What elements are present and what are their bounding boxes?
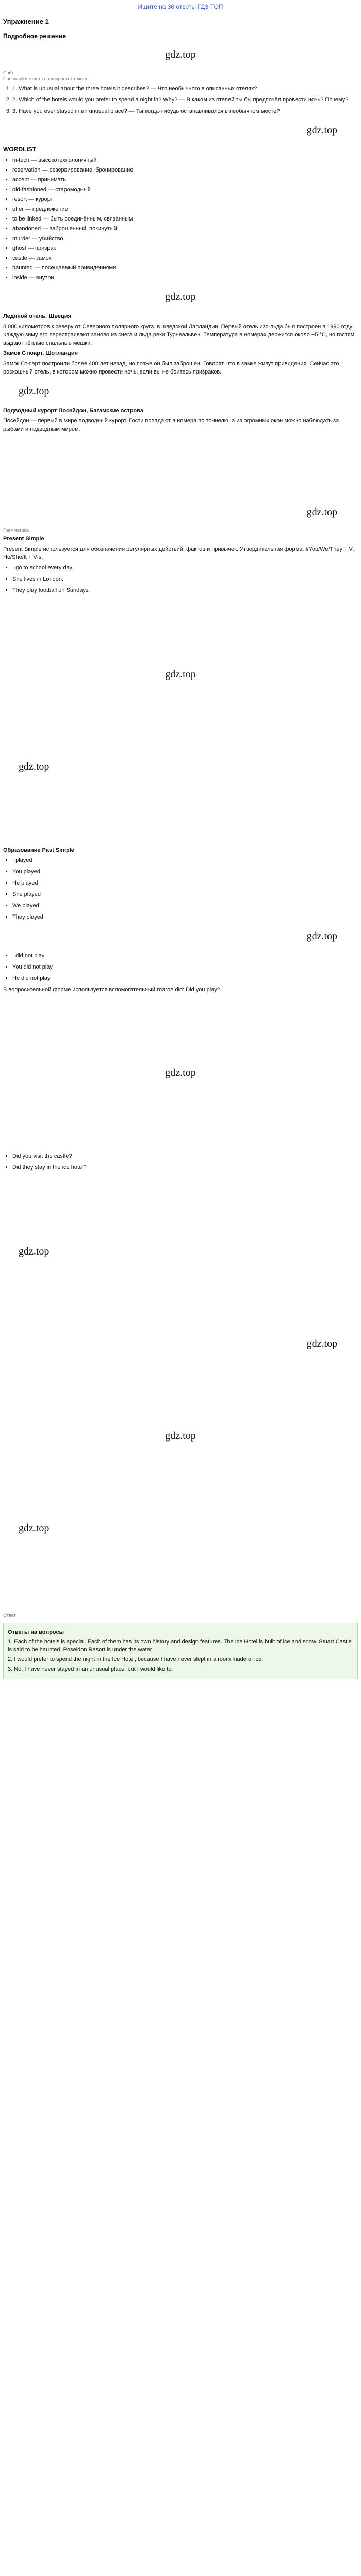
watermark: gdz.top (19, 761, 50, 772)
past-form: • He played (12, 879, 358, 887)
past-note: В вопросительной форме используется вспомогательный глагол did: Did you play? (3, 987, 220, 993)
past-form: • She played (12, 890, 358, 899)
past-title: Образование Past Simple (3, 847, 74, 853)
watermark: gdz.top (306, 930, 337, 942)
past-form: • They played (12, 913, 358, 921)
example-item: • I go to school every day. (12, 564, 358, 572)
watermark: gdz.top (165, 1067, 196, 1078)
watermark: gdz.top (19, 385, 50, 397)
vocab-title: WORDLIST (3, 146, 36, 153)
vocab-item: • murder — убийство (12, 234, 358, 243)
past-form: • We played (12, 902, 358, 910)
vocab-item: • reservation — резервирование, бронирование (12, 166, 358, 174)
vocab-item: • hi-tech — высокотехнологичный (12, 156, 358, 164)
past-form: • I played (12, 856, 358, 865)
detailed-solution-title: Подробное решение (3, 32, 67, 40)
question-example: • Did they stay in the ice hotel? (12, 1163, 358, 1172)
exercise-title: Упражнение 1 (3, 18, 49, 25)
example-item: • She lives in London. (12, 575, 358, 583)
vocab-item: • resort — курорт (12, 195, 358, 204)
negative-form: • He did not play (12, 974, 358, 982)
watermark: gdz.top (165, 669, 196, 680)
question-2: 2. 2. Which of the hotels would you prefer to spend a night in? Why? — В каком из отелей ты бы предпочёл провести ночь? Почему? (12, 96, 358, 104)
top-link[interactable]: Ищите на 36 ответы ГДЗ ТОП (138, 3, 223, 10)
task-subtitle: Прочитай и ответь на вопросы к тексту (3, 76, 87, 81)
vocab-item: • accept — принимать (12, 176, 358, 184)
scotland-paragraph: Замок Стюарт построили более 400 лет назад, но позже он был заброшен. Говорят, что в замке живут привидения. Сейчас это роскошный отель, в котором можно провести ночь, если вы не боитесь призраков. (3, 361, 339, 375)
watermark: gdz.top (306, 1338, 337, 1349)
section-label: Грамматика (3, 528, 29, 533)
watermark: gdz.top (306, 125, 337, 136)
watermark: gdz.top (165, 291, 196, 302)
vocab-item: • castle — замок (12, 254, 358, 262)
watermark: gdz.top (165, 49, 196, 60)
examples-list (12, 564, 358, 595)
vocab-item: • to be linked — быть соединённым, связанным (12, 215, 358, 223)
negative-form: • I did not play (12, 952, 358, 960)
questions-list (12, 84, 358, 115)
scotland-title: Замок Стюарт, Шотландия (3, 350, 78, 357)
answer-2: 2. I would prefer to spend the night in the Ice Hotel, because I have never slept in a room made of ice. (8, 1656, 264, 1663)
vocab-list (12, 156, 358, 282)
vocab-item: • ghost — призрак (12, 244, 358, 252)
watermark: gdz.top (19, 1522, 50, 1534)
vocab-item: • old-fashioned — старомодный (12, 185, 358, 194)
vocab-item: • abandoned — заброшенный, покинутый (12, 225, 358, 233)
question-examples-list (12, 1152, 358, 1172)
vocab-item: • offer — предложение (12, 205, 358, 213)
sweden-title: Ледяной отель, Швеция (3, 313, 71, 319)
question-3: 3. 3. Have you ever stayed in an unusual place? — Ты когда-нибудь останавливался в необычном месте? (12, 107, 358, 115)
answer-3: 3. No, I have never stayed in an unusual place, but I would like to. (8, 1666, 173, 1672)
past-form: • You played (12, 868, 358, 876)
grammar-title: Present Simple (3, 536, 44, 542)
answer-box (3, 1623, 358, 1679)
negative-form: • You did not play (12, 963, 358, 971)
poseidon-title: Подводный курорт Посейдон, Багамские острова (3, 408, 143, 414)
vocab-item: • inside — внутри (12, 274, 358, 282)
grammar-paragraph: Present Simple используется для обозначения регулярных действий, фактов и привычек. Утвердительная форма: I/You/We/They + V; He/She/It + V-s. (3, 546, 354, 561)
poseidon-paragraph: Посейдон — первый в мире подводный курорт. Гости попадают в номера по тоннелю, а из огромных окон можно наблюдать за рыбами и подводным миром. (3, 418, 339, 432)
sweden-paragraph: 8 000 километров к северу от Северного полярного круга, в шведской Лапландии. Первый отель изо льда был построен в 1990 году. Каждую зиму его перестраивают заново из снега и льда реки Турнеэльвен. Температура в номерах держится около −5 °С, но гостям выдают тёплые спальные мешки. (3, 324, 355, 346)
watermark: gdz.top (165, 1430, 196, 1442)
watermark: gdz.top (306, 506, 337, 518)
section-label: Ответ (3, 1613, 16, 1618)
question-1: 1. 1. What is unusual about the three hotels it describes? — Что необычного в описанных отелях? (12, 84, 358, 93)
answer-title: Ответы на вопросы (8, 1629, 64, 1635)
example-item: • They play football on Sundays. (12, 586, 358, 595)
question-example: • Did you visit the castle? (12, 1152, 358, 1160)
negative-forms-list (12, 952, 358, 982)
watermark: gdz.top (19, 1246, 50, 1257)
section-label: Сайт (3, 70, 14, 75)
vocab-item: • haunted — посещаемый привидениями (12, 264, 358, 272)
past-forms-list (12, 856, 358, 921)
answer-1: 1. Each of the hotels is special. Each of them has its own history and design features. The Ice Hotel is built of ice and snow. Stuart Castle is said to be haunted. Poseidon Resort is under the water. (8, 1639, 352, 1653)
